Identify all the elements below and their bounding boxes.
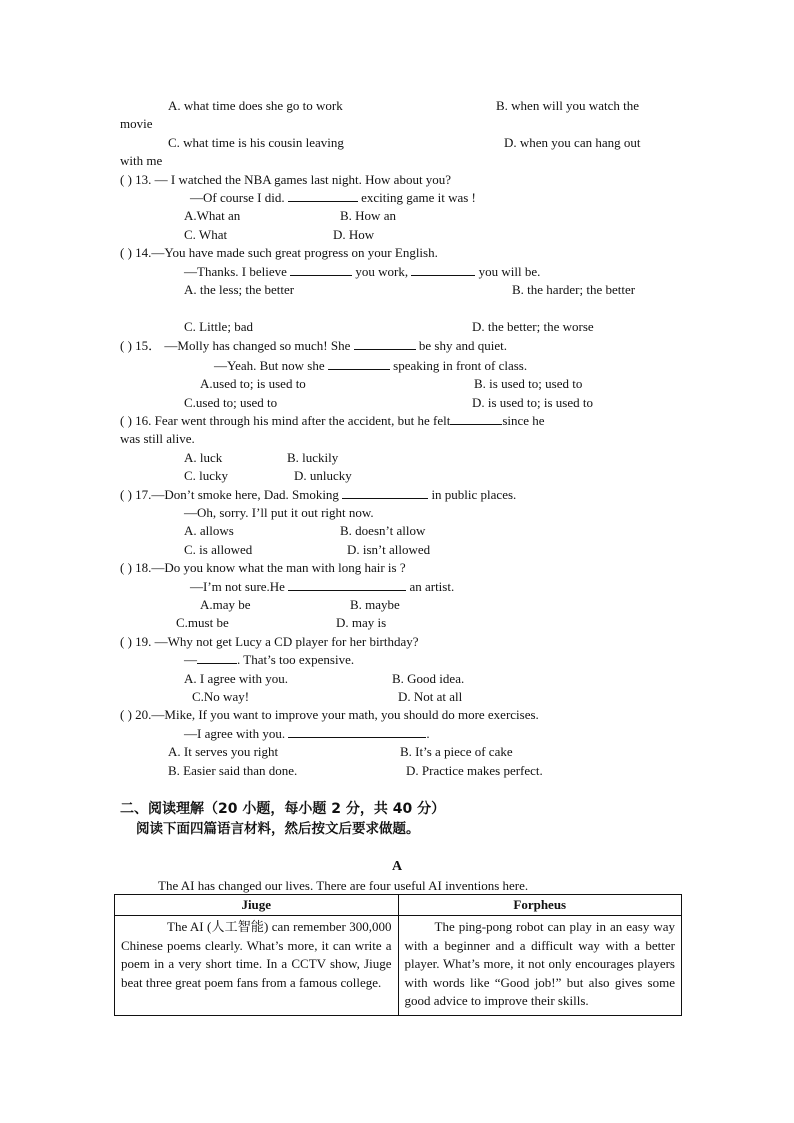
q19-option-d: D. Not at all bbox=[398, 689, 463, 704]
q16-stem-text-2: since he bbox=[502, 413, 545, 428]
q14-option-b: B. the harder; the better bbox=[512, 282, 636, 297]
q14-reply-text-3: you will be. bbox=[478, 264, 541, 279]
q17-answer-blank bbox=[342, 486, 428, 499]
q15-stem-text: ( ) 15． —Molly has changed so much! She bbox=[120, 338, 351, 353]
q18-answer-blank bbox=[288, 578, 406, 591]
q16-option-c: C. lucky bbox=[184, 468, 229, 483]
q14-answer-blank-2 bbox=[411, 263, 475, 276]
q16-stem-text: ( ) 16. Fear went through his mind after the accident, but he felt bbox=[120, 413, 451, 428]
q16-stem-continued: was still alive. bbox=[120, 431, 195, 446]
q20-option-a: A. It serves you right bbox=[168, 744, 279, 759]
q15-option-b: B. is used to; used to bbox=[474, 376, 583, 391]
q17-stem-text-2: in public places. bbox=[431, 487, 517, 502]
q14-answer-blank-1 bbox=[290, 263, 352, 276]
q18-reply bbox=[190, 578, 454, 596]
forpheus-title: Forpheus bbox=[398, 895, 682, 916]
q14-stem: ( ) 14.—You have made such great progress on your English. bbox=[120, 245, 438, 260]
q17-reply: —Oh, sorry. I’ll put it out right now. bbox=[184, 505, 374, 520]
q18-stem: ( ) 18.—Do you know what the man with long hair is ? bbox=[120, 560, 406, 575]
q20-reply bbox=[184, 725, 430, 743]
q19-reply-dash: — bbox=[184, 652, 197, 667]
q12-option-d: D. when you can hang out bbox=[504, 135, 641, 150]
q14-option-a: A. the less; the better bbox=[184, 282, 295, 297]
q18-option-a: A.may be bbox=[200, 597, 251, 612]
q16-option-d: D. unlucky bbox=[294, 468, 352, 483]
jiuge-title: Jiuge bbox=[115, 895, 399, 916]
q19-reply bbox=[184, 651, 354, 669]
q15-option-c: C.used to; used to bbox=[184, 395, 278, 410]
q15-reply-text-2: speaking in front of class. bbox=[393, 358, 528, 373]
q16-option-a: A. luck bbox=[184, 450, 223, 465]
q19-option-c: C.No way! bbox=[192, 689, 250, 704]
q20-option-b: B. It’s a piece of cake bbox=[400, 744, 513, 759]
q13-answer-blank bbox=[288, 189, 358, 202]
q13-option-a: A.What an bbox=[184, 208, 241, 223]
q18-reply-text-2: an artist. bbox=[409, 579, 455, 594]
q15-reply-text: —Yeah. But now she bbox=[214, 358, 325, 373]
q14-option-d: D. the better; the worse bbox=[472, 319, 594, 334]
q19-reply-text: . That’s too expensive. bbox=[237, 652, 355, 667]
q19-option-a: A. I agree with you. bbox=[184, 671, 288, 686]
q15-stem-text-2: be shy and quiet. bbox=[418, 338, 507, 353]
q14-reply bbox=[184, 263, 540, 281]
jiuge-description: The AI (人工智能) can remember 300,000 Chinese poems clearly. What’s more, it can write a poem in a very short time. In a CCTV show, Jiuge beat three great poem fans from a famous college. bbox=[121, 919, 392, 990]
q20-reply-text: —I agree with you. bbox=[184, 726, 286, 741]
ai-inventions-table bbox=[114, 894, 682, 1016]
q18-option-c: C.must be bbox=[176, 615, 229, 630]
section-instruction: 阅读下面四篇语言材料，然后按文后要求做题。 bbox=[136, 821, 420, 837]
q18-option-d: D. may is bbox=[336, 615, 387, 630]
q16-answer-blank bbox=[450, 412, 502, 425]
q20-answer-blank bbox=[288, 725, 426, 738]
q17-option-a: A. allows bbox=[184, 523, 234, 538]
q20-option-c: B. Easier said than done. bbox=[168, 763, 298, 778]
forpheus-description: The ping-pong robot can play in an easy way with a beginner and a difficult way with a better player. What’s more, it not only encourages players with words like “Good job!” but also gives some good advice to improve their skills. bbox=[404, 919, 675, 1008]
q19-stem: ( ) 19. —Why not get Lucy a CD player for her birthday? bbox=[120, 634, 419, 649]
q16-option-b: B. luckily bbox=[287, 450, 339, 465]
q20-stem: ( ) 20.—Mike, If you want to improve your math, you should do more exercises. bbox=[120, 707, 539, 722]
q13-option-b: B. How an bbox=[340, 208, 396, 223]
q13-reply-text-2: exciting game it was ! bbox=[361, 190, 476, 205]
q16-stem bbox=[120, 412, 545, 430]
jiuge-cell bbox=[115, 916, 399, 1016]
q15-answer-blank-2 bbox=[328, 357, 390, 370]
section-heading: 二、阅读理解（20 小题，每小题 2 分，共 40 分） bbox=[120, 801, 446, 817]
q20-option-d: D. Practice makes perfect. bbox=[406, 763, 543, 778]
q13-stem: ( ) 13. — I watched the NBA games last night. How about you? bbox=[120, 172, 452, 187]
passage-intro: The AI has changed our lives. There are four useful AI inventions here. bbox=[158, 878, 529, 893]
q17-option-d: D. isn’t allowed bbox=[347, 542, 431, 557]
q13-reply-text: —Of course I did. bbox=[190, 190, 285, 205]
q12-option-b-continued: movie bbox=[120, 116, 153, 131]
q14-reply-text-2: you work, bbox=[355, 264, 409, 279]
q17-option-b: B. doesn’t allow bbox=[340, 523, 426, 538]
q12-option-c: C. what time is his cousin leaving bbox=[168, 135, 344, 150]
q15-option-a: A.used to; is used to bbox=[200, 376, 306, 391]
q12-option-d-continued: with me bbox=[120, 153, 163, 168]
q17-stem-text: ( ) 17.—Don’t smoke here, Dad. Smoking bbox=[120, 487, 339, 502]
q15-stem bbox=[120, 337, 507, 355]
q14-option-c: C. Little; bad bbox=[184, 319, 253, 334]
q13-option-d: D. How bbox=[333, 227, 375, 242]
forpheus-cell bbox=[398, 916, 682, 1016]
q17-stem bbox=[120, 486, 516, 504]
q14-reply-text: —Thanks. I believe bbox=[184, 264, 287, 279]
q19-answer-blank bbox=[197, 651, 237, 664]
q15-reply bbox=[214, 357, 527, 375]
q12-option-a: A. what time does she go to work bbox=[168, 98, 343, 113]
q13-option-c: C. What bbox=[184, 227, 228, 242]
q18-reply-text: —I’m not sure.He bbox=[190, 579, 285, 594]
q20-reply-period: . bbox=[426, 726, 430, 741]
q15-answer-blank-1 bbox=[354, 337, 416, 350]
q12-option-b: B. when will you watch the bbox=[496, 98, 639, 113]
q19-option-b: B. Good idea. bbox=[392, 671, 465, 686]
q13-reply bbox=[190, 189, 476, 207]
q17-option-c: C. is allowed bbox=[184, 542, 253, 557]
q15-option-d: D. is used to; is used to bbox=[472, 395, 593, 410]
q18-option-b: B. maybe bbox=[350, 597, 400, 612]
passage-label: A bbox=[392, 859, 403, 874]
